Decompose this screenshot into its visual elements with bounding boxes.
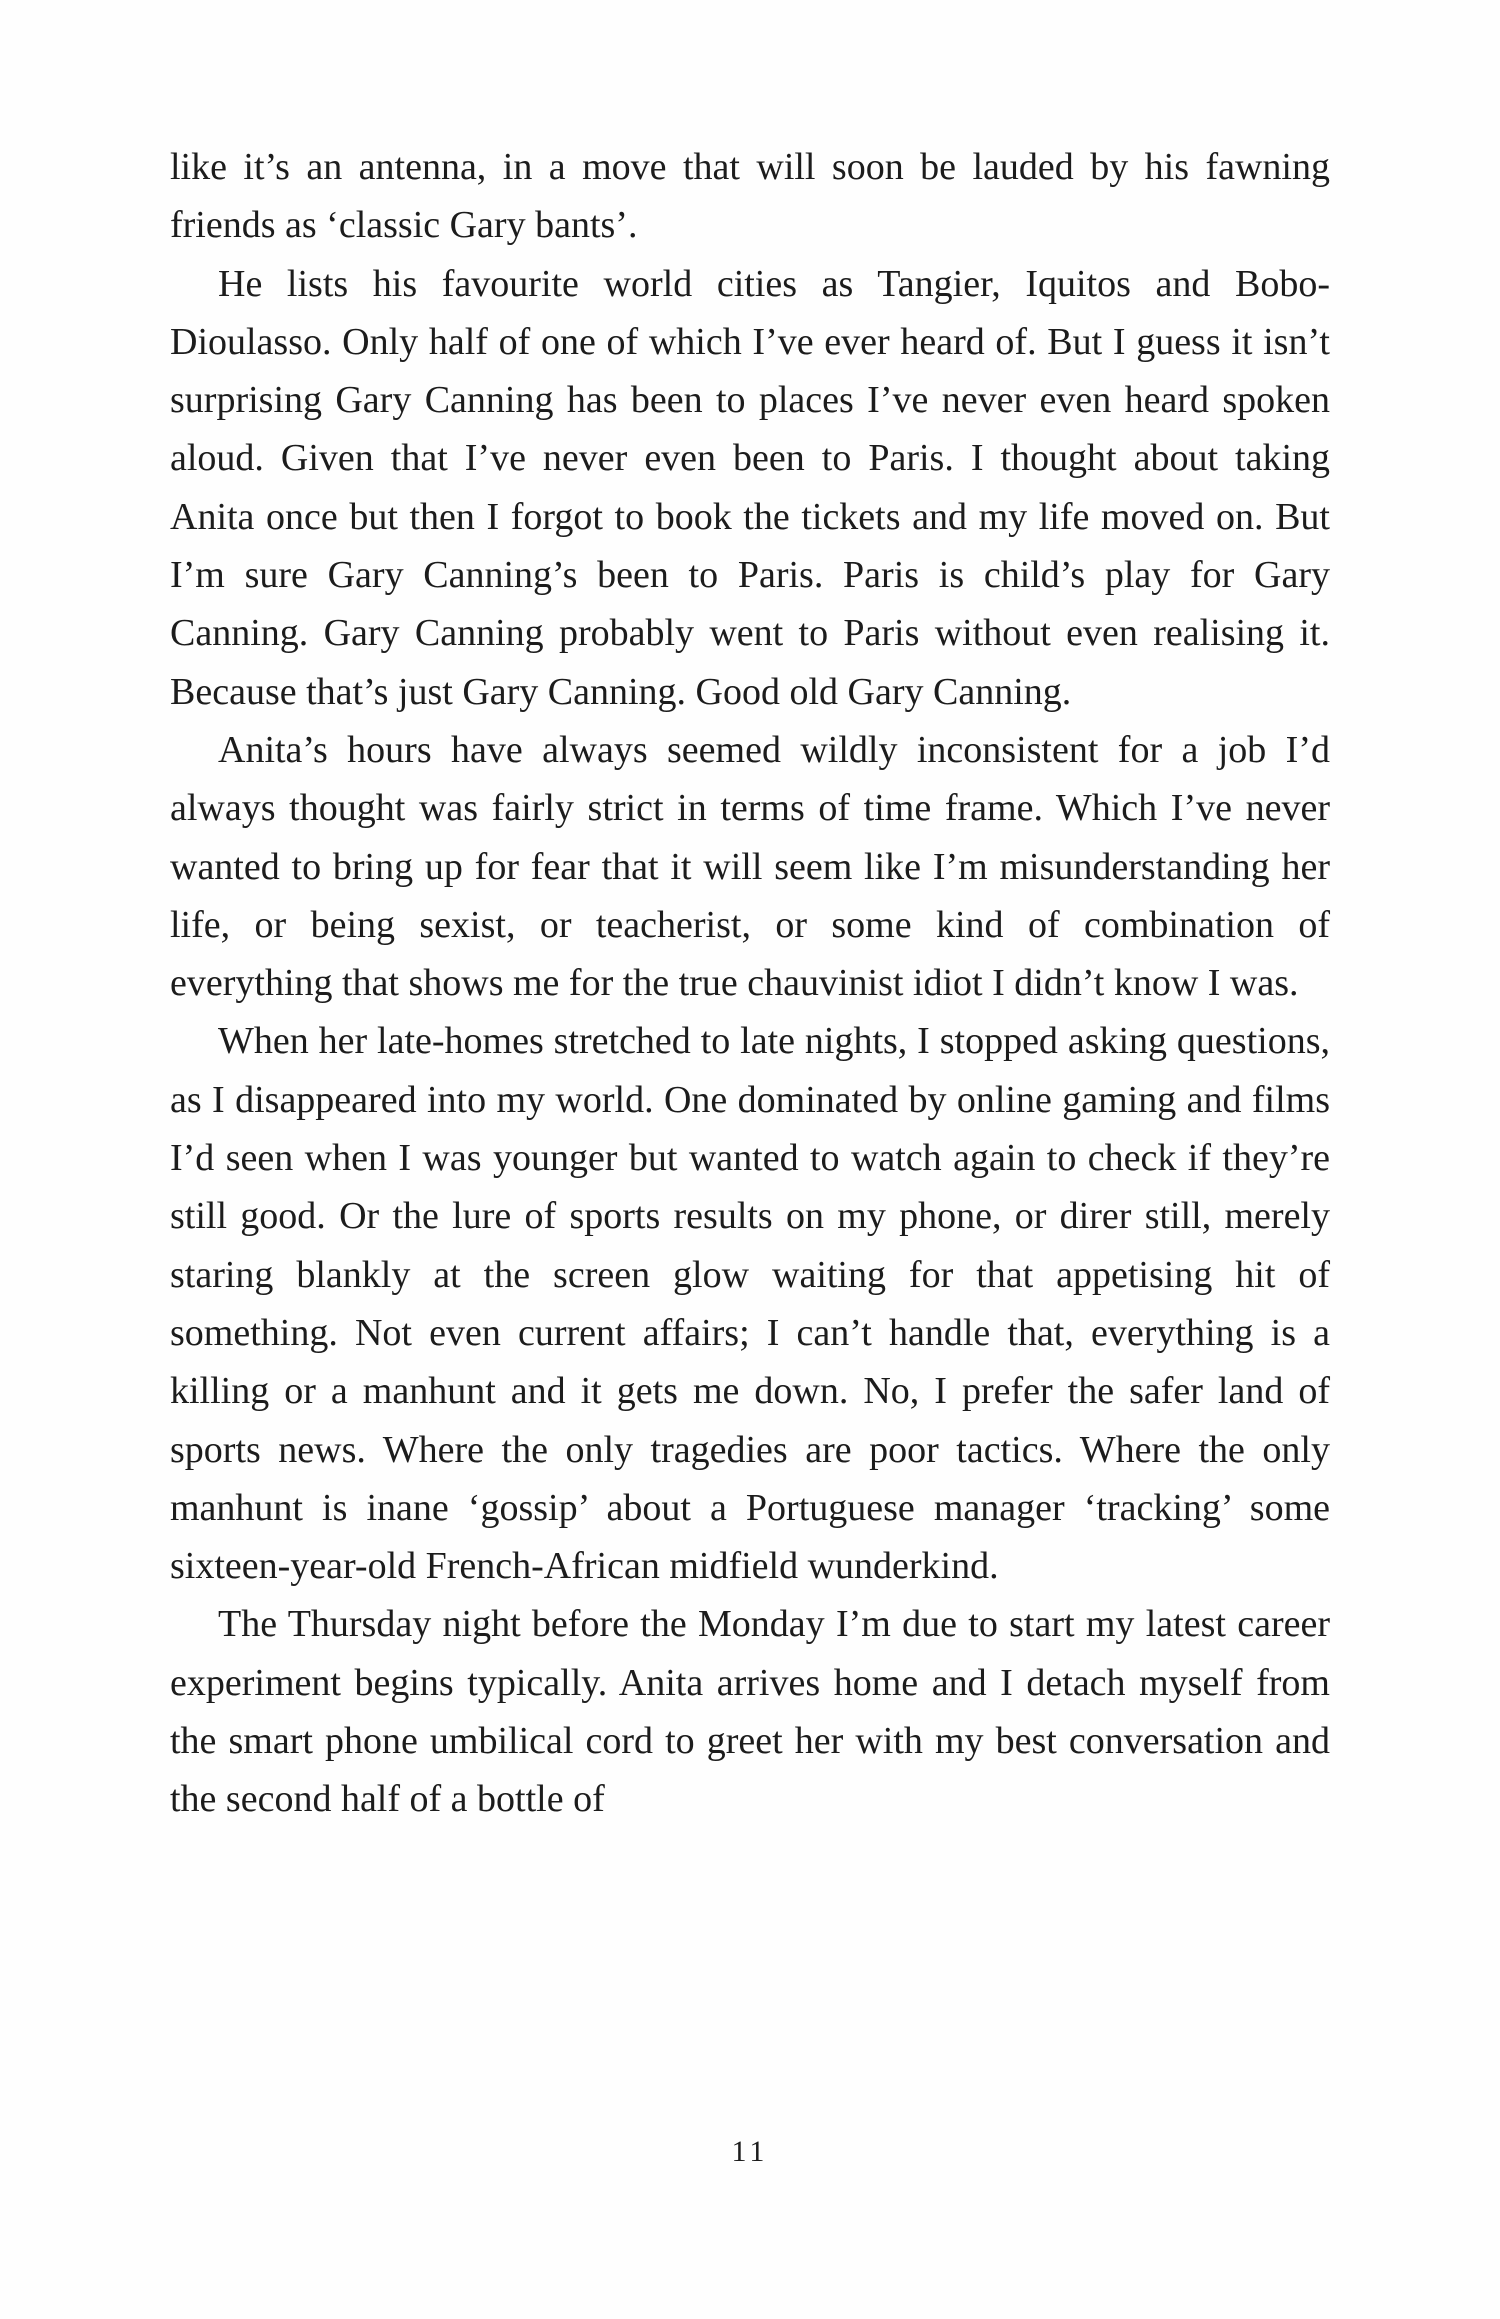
paragraph-4: When her late-homes stretched to late nights, I stopped asking questions, as I disappeared into my world. One dominated by online gaming and films I’d seen when I was younger but wanted to watch again to check if they’re still good. Or the lure of sports results on my phone, or direr still, merely staring blankly at the screen glow waiting for that appetising hit of something. Not even current affairs; I can’t handle that, everything is a killing or a manhunt and it gets me down. No, I prefer the safer land of sports news. Where the only tragedies are poor tactics. Where the only manhunt is inane ‘gossip’ about a Portuguese manager ‘tracking’ some sixteen-year-old French-African midfield wunderkind. <box>170 1020 1330 1588</box>
paragraph-5: The Thursday night before the Monday I’m due to start my latest career experiment begins typically. Anita arrives home and I detach myself from the smart phone umbilical cord to greet her with my best conversation and the second half of a bottle of <box>170 1603 1330 1821</box>
paragraph-2: He lists his favourite world cities as Tangier, Iquitos and Bobo-Dioulasso. Only half of one of which I’ve ever heard of. But I guess it isn’t surprising Gary Canning has been to places I’ve never even heard spoken aloud. Given that I’ve never even been to Paris. I thought about taking Anita once but then I forgot to book the tickets and my life moved on. But I’m sure Gary Canning’s been to Paris. Paris is child’s play for Gary Canning. Gary Canning probably went to Paris without even realising it. Because that’s just Gary Canning. Good old Gary Canning. <box>170 262 1330 713</box>
paragraph-3: Anita’s hours have always seemed wildly inconsistent for a job I’d always thought was fairly strict in terms of time frame. Which I’ve never wanted to bring up for fear that it will seem like I’m misunderstanding her life, or being sexist, or teacherist, or some kind of combination of everything that shows me for the true chauvinist idiot I didn’t know I was. <box>170 728 1330 1005</box>
body-text <box>170 138 1330 1829</box>
page-number: 11 <box>731 2135 769 2168</box>
paragraph-1: like it’s an antenna, in a move that will soon be lauded by his fawning friends as ‘classic Gary bants’. <box>170 146 1330 247</box>
